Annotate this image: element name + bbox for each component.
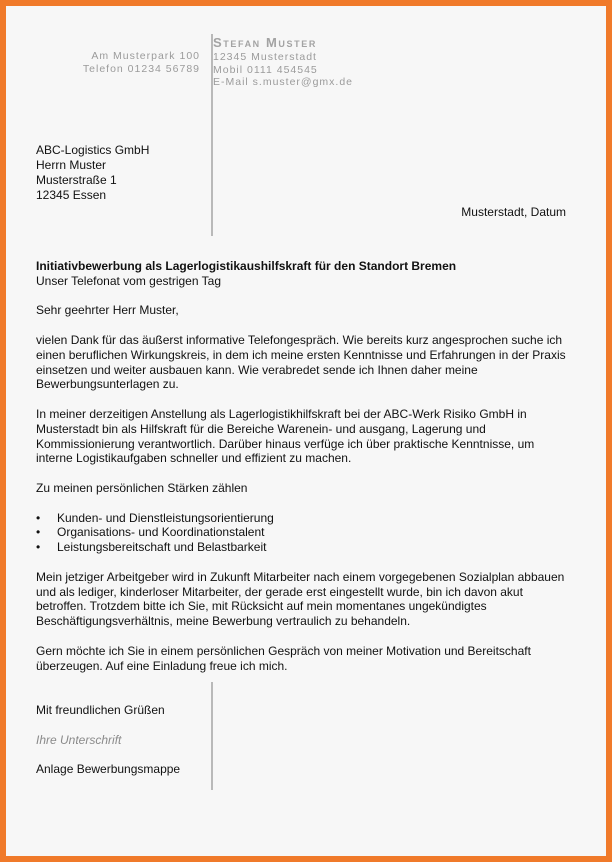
sender-address-left	[83, 50, 200, 75]
list-item: • Leistungsbereitschaft und Belastbarkeit	[36, 540, 566, 555]
letter-subject: Initiativbewerbung als Lagerlogistikaushilfskraft für den Standort Bremen	[36, 259, 457, 273]
sender-street: Am Musterpark 100	[91, 50, 200, 62]
recipient-address	[36, 143, 149, 203]
salutation: Sehr geehrter Herr Muster,	[36, 303, 179, 318]
letter-reference: Unser Telefonat vom gestrigen Tag	[36, 273, 221, 288]
letter-page	[6, 6, 606, 856]
list-item: • Organisations- und Koordinationstalent	[36, 525, 566, 540]
enclosure-note: Anlage Bewerbungsmappe	[36, 762, 181, 777]
signature-placeholder: Ihre Unterschrift	[36, 732, 122, 747]
recipient-city: 12345 Essen	[36, 188, 107, 202]
strengths-intro: Zu meinen persönlichen Stärken zählen	[36, 480, 248, 495]
letter-body	[36, 259, 566, 777]
recipient-person: Herrn Muster	[36, 158, 107, 172]
paragraph-intro: vielen Dank für das äußerst informative Telefongespräch. Wie bereits kurz angesprochen suche ich einen beruflichen Wirkungskreis, in dem ich meine ersten Kenntnisse und Erfahrungen in der Praxis einsetzen und weiter ausbauen kann. Wie verabredet sende ich Ihnen daher meine Bewerbungsunterlagen zu.	[36, 332, 566, 392]
closing-phrase: Mit freundlichen Grüßen	[36, 702, 165, 717]
recipient-company: ABC-Logistics GmbH	[36, 143, 150, 157]
sender-mobile: Mobil 0111 454545	[213, 63, 318, 76]
sender-email: E-Mail s.muster@gmx.de	[213, 76, 354, 88]
list-item: • Kunden- und Dienstleistungsorientierung	[36, 511, 566, 526]
recipient-street: Musterstraße 1	[36, 173, 117, 187]
paragraph-situation: Mein jetziger Arbeitgeber wird in Zukunft Mitarbeiter nach einem vorgegebenen Sozialplan abbauen und als lediger, kinderloser Mitarbeiter, der gerade erst eingestellt wurde, bin ich davon akut betroffen. Trotzdem bitte ich Sie, mit Rücksicht auf mein momentanes ungekündigtes Beschäftigungsverhältnis, meine Bewerbung vertraulich zu behandeln.	[36, 569, 565, 629]
sender-name: Stefan Muster	[213, 35, 317, 50]
sender-city: 12345 Musterstadt	[213, 51, 317, 63]
strengths-list	[36, 511, 566, 555]
letter-date: Musterstadt, Datum	[461, 205, 566, 219]
sender-phone: Telefon 01234 56789	[82, 62, 200, 75]
paragraph-current-position: In meiner derzeitigen Anstellung als Lagerlogistikhilfskraft bei der ABC-Werk Risiko GmbH in Musterstadt bin als Hilfskraft für die Bereiche Warenein- und ausgang, Lagerung und Kommissionierung verantwortlich. Darüber hinaus verfüge ich über praktische Kenntnisse, um interne Logistikaufgaben schneller und effizient zu machen.	[36, 406, 535, 466]
paragraph-closing-request: Gern möchte ich Sie in einem persönlichen Gespräch von meiner Motivation und Bereitschaft überzeugen. Auf eine Einladung freue ich mich.	[36, 643, 531, 673]
sender-address-right	[213, 51, 353, 89]
